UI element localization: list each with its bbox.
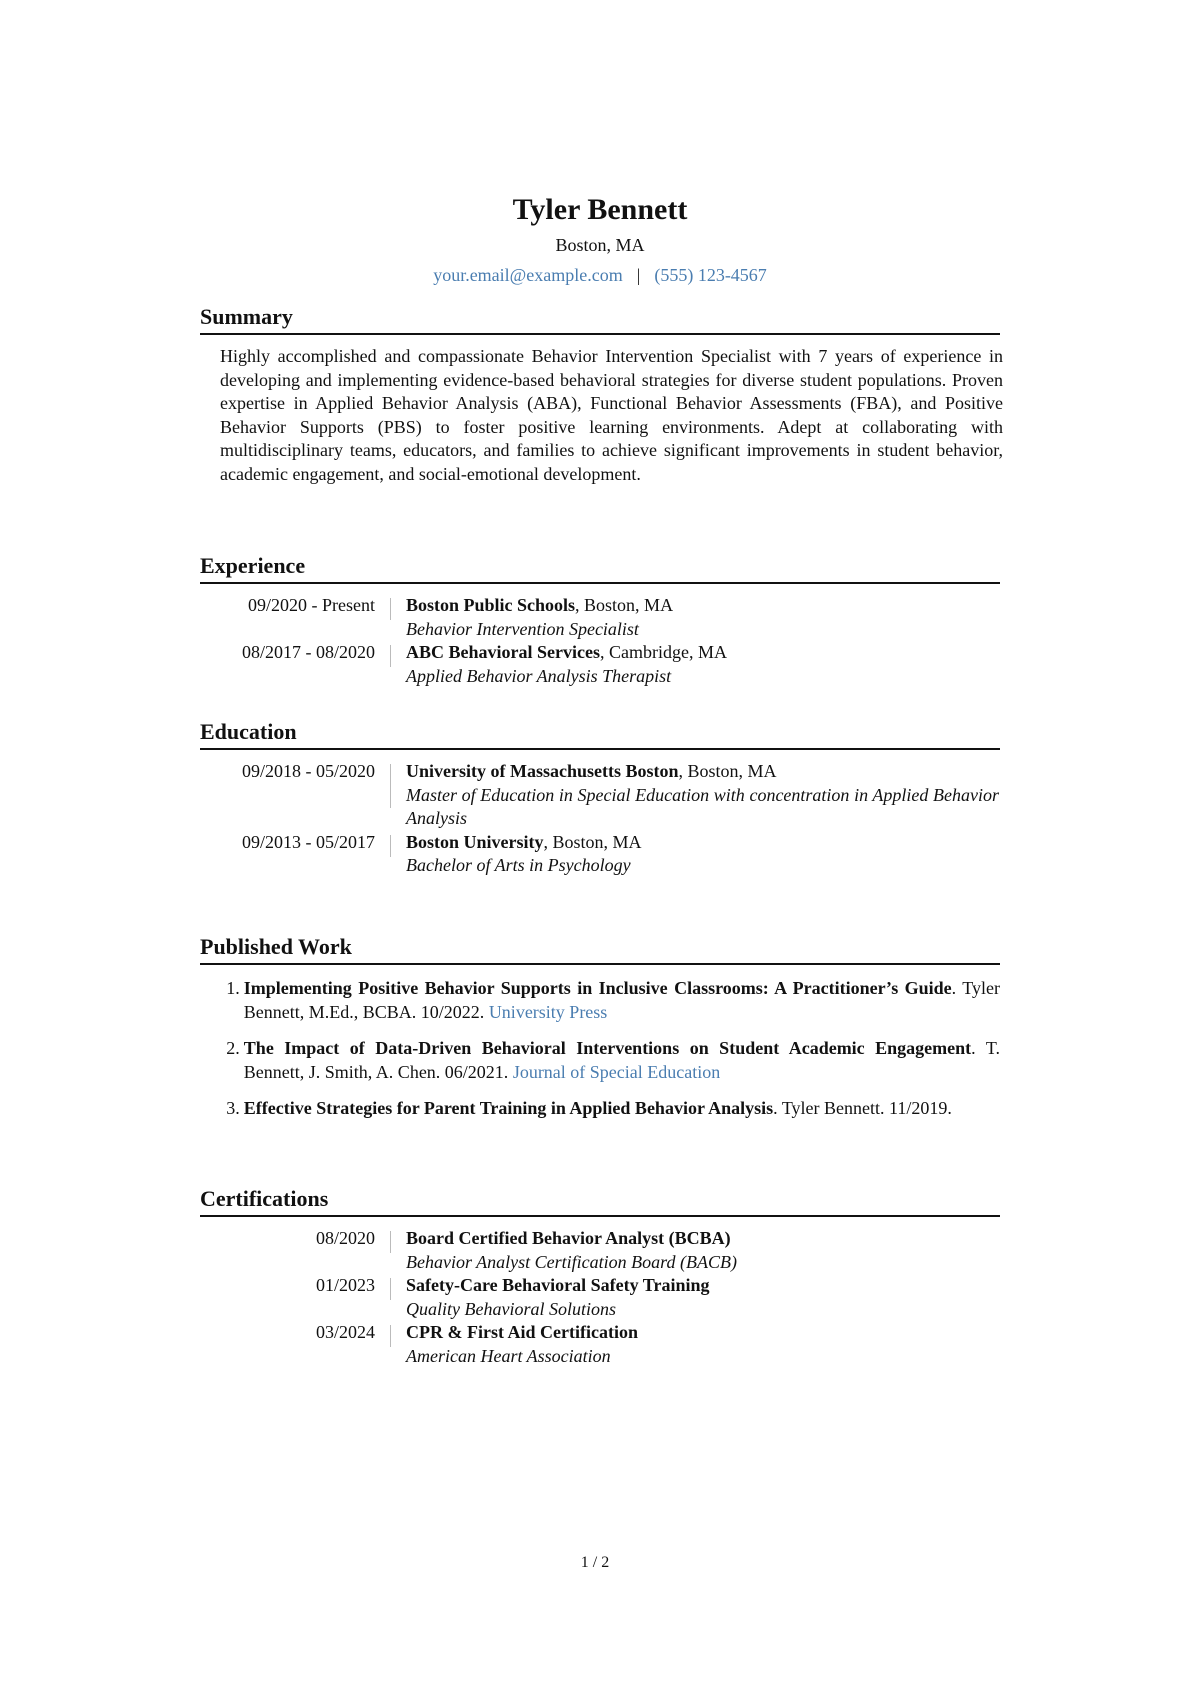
institution-name: University of Massachusetts Boston [406, 761, 679, 781]
section-divider [200, 963, 1000, 965]
certification-name: Safety-Care Behavioral Safety Training [406, 1275, 710, 1296]
publication-venue-link[interactable]: University Press [488, 1001, 608, 1022]
publication-number: 1. [226, 978, 240, 998]
publication-number: 2. [226, 1038, 240, 1059]
section-divider [200, 582, 1000, 584]
section-title-summary: Summary [200, 304, 293, 329]
degree: Master of Education in Special Education with concentration in Applied Behavior Analysis [406, 784, 999, 829]
employer-name: Boston Public Schools [406, 595, 576, 615]
certification-issuer: American Heart Association [406, 1345, 611, 1366]
candidate-name: Tyler Bennett [512, 193, 688, 226]
publication-number: 3. [226, 1098, 240, 1119]
degree: Bachelor of Arts in Psychology [406, 855, 631, 876]
publication-details: . Tyler Bennett. 11/2019. [773, 1098, 952, 1119]
employer-name: ABC Behavioral Services [406, 642, 600, 663]
experience-entry [200, 594, 1000, 641]
certifications-section [200, 1185, 1000, 1369]
section-divider [200, 748, 1000, 750]
institution-name: Boston University [406, 831, 544, 852]
section-title-experience: Experience [200, 553, 306, 578]
contact-line [200, 262, 1000, 288]
publication-title: Implementing Positive Behavior Supports in Inclusive Classrooms: A Practitioner’s Guide [243, 978, 952, 998]
entry-date: 01/2023 [315, 1275, 375, 1296]
publication-venue-link[interactable]: Journal of Special Education [512, 1061, 721, 1082]
entry-date: 09/2018 - 05/2020 [242, 761, 375, 781]
certification-name: Board Certified Behavior Analyst (BCBA) [406, 1228, 731, 1248]
publication-item [200, 1037, 1000, 1084]
phone-link[interactable]: (555) 123-4567 [654, 265, 767, 285]
publication-details: . Tyler Bennett, M.Ed., BCBA. 10/2022. [243, 978, 1000, 1022]
email-link[interactable]: your.email@example.com [433, 265, 623, 285]
entry-date: 09/2013 - 05/2017 [242, 831, 375, 852]
summary-section [200, 303, 1003, 487]
institution-location: , Boston, MA [543, 831, 642, 852]
publication-title: Effective Strategies for Parent Training in Applied Behavior Analysis [243, 1098, 774, 1119]
education-entry [200, 831, 1000, 878]
entry-date: 08/2020 [315, 1228, 375, 1248]
job-title: Applied Behavior Analysis Therapist [406, 665, 672, 686]
section-title-education: Education [200, 719, 297, 744]
entry-date: 08/2017 - 08/2020 [242, 642, 375, 663]
education-entry [200, 760, 1000, 831]
section-divider [200, 1215, 1000, 1217]
institution-location: , Boston, MA [678, 761, 777, 781]
section-title-publications: Published Work [200, 934, 352, 959]
entry-date: 03/2024 [315, 1322, 375, 1343]
certification-entry [200, 1227, 1000, 1274]
publication-details: . T. Bennett, J. Smith, A. Chen. 06/2021. [243, 1038, 1000, 1082]
publications-section [200, 933, 1000, 1134]
contact-separator: | [636, 265, 641, 285]
certification-issuer: Quality Behavioral Solutions [406, 1298, 616, 1319]
section-divider [200, 333, 1000, 335]
job-title: Behavior Intervention Specialist [406, 618, 639, 639]
employer-location: , Boston, MA [575, 595, 674, 615]
resume-header [200, 192, 1000, 288]
summary-text: Highly accomplished and compassionate Behavior Intervention Specialist with 7 years of experience in developing and implementing evidence-based behavioral strategies for diverse student populations. Proven expertise in Applied Behavior Analysis (ABA), Functional Behavior Assessments (FBA), and Positive Behavior Supports (PBS) to foster positive learning environments. Adept at collaborating with multidisciplinary teams, educators, and families to achieve significant improvements in student behavior, academic engagement, and social-emotional development. [220, 346, 1003, 484]
certification-entry [200, 1321, 1000, 1368]
education-section [200, 718, 1000, 878]
section-title-certifications: Certifications [200, 1186, 329, 1211]
entry-date: 09/2020 - Present [248, 595, 375, 615]
employer-location: , Cambridge, MA [599, 642, 727, 663]
publication-item [200, 1097, 1000, 1121]
experience-entry [200, 641, 1000, 688]
publication-item [200, 977, 1000, 1024]
candidate-location: Boston, MA [555, 235, 645, 255]
experience-section [200, 552, 1000, 688]
certification-entry [200, 1274, 1000, 1321]
publication-title: The Impact of Data-Driven Behavioral Interventions on Student Academic Engagement [243, 1038, 972, 1059]
page-number: 1 / 2 [580, 1554, 610, 1571]
certification-issuer: Behavior Analyst Certification Board (BACB) [406, 1251, 737, 1272]
certification-name: CPR & First Aid Certification [406, 1322, 638, 1343]
